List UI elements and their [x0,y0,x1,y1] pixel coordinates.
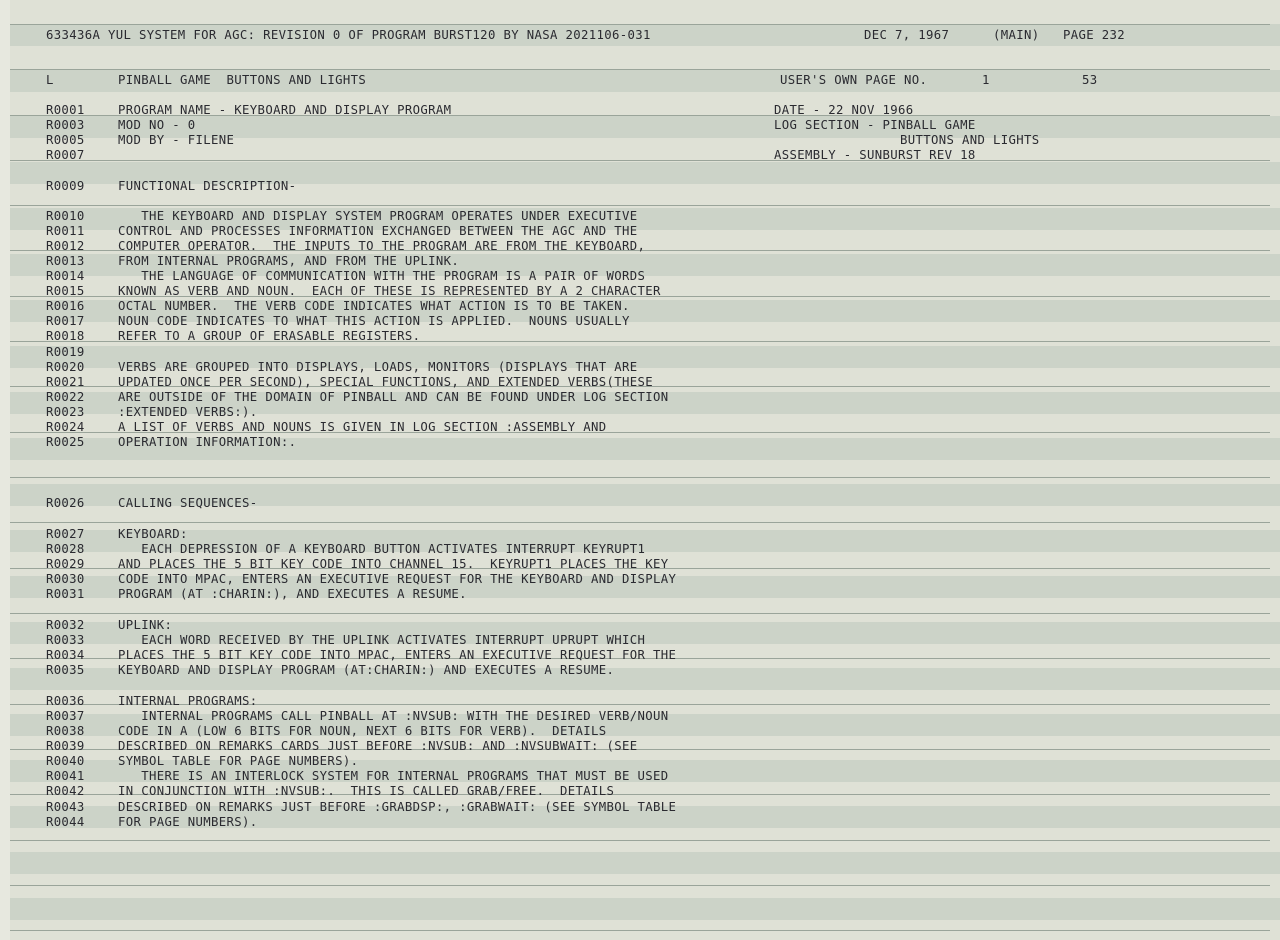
line-code: R0031 [46,587,85,601]
line-code: R0011 [46,224,85,238]
line-code: R0029 [46,557,85,571]
line-text: FROM INTERNAL PROGRAMS, AND FROM THE UPLINK. [118,254,460,268]
line-text: DESCRIBED ON REMARKS CARDS JUST BEFORE :NVSUB: AND :NVSUBWAIT: (SEE [118,739,638,753]
line-code: R0035 [46,663,85,677]
users-page-label: USER'S OWN PAGE NO. [780,73,928,87]
line-code: R0019 [46,345,85,359]
divider-rule [10,24,1270,25]
line-text: FOR PAGE NUMBERS). [118,815,258,829]
line-text: A LIST OF VERBS AND NOUNS IS GIVEN IN LOG SECTION :ASSEMBLY AND [118,420,607,434]
line-code: R0027 [46,527,85,541]
line-code: R0039 [46,739,85,753]
line-code: R0028 [46,542,85,556]
line-code: R0016 [46,299,85,313]
line-text: MOD BY - FILENE [118,133,235,147]
line-text: NOUN CODE INDICATES TO WHAT THIS ACTION IS APPLIED. NOUNS USUALLY [118,314,630,328]
line-text: CODE INTO MPAC, ENTERS AN EXECUTIVE REQUEST FOR THE KEYBOARD AND DISPLAY [118,572,677,586]
line-text: OPERATION INFORMATION:. [118,435,297,449]
divider-rule [10,930,1270,931]
divider-rule [10,613,1270,614]
line-text: OCTAL NUMBER. THE VERB CODE INDICATES WHAT ACTION IS TO BE TAKEN. [118,299,630,313]
listing-code-number: 53 [1082,73,1098,87]
divider-rule [10,885,1270,886]
line-text: THERE IS AN INTERLOCK SYSTEM FOR INTERNAL PROGRAMS THAT MUST BE USED [118,769,669,783]
line-code: R0023 [46,405,85,419]
line-code: R0043 [46,800,85,814]
divider-rule [10,522,1270,523]
line-text: EACH WORD RECEIVED BY THE UPLINK ACTIVATES INTERRUPT UPRUPT WHICH [118,633,646,647]
line-code: R0013 [46,254,85,268]
line-text: :EXTENDED VERBS:). [118,405,258,419]
line-text: THE KEYBOARD AND DISPLAY SYSTEM PROGRAM OPERATES UNDER EXECUTIVE [118,209,638,223]
line-code: R0036 [46,694,85,708]
line-text: IN CONJUNCTION WITH :NVSUB:. THIS IS CALLED GRAB/FREE. DETAILS [118,784,615,798]
line-code: R0005 [46,133,85,147]
header-page: PAGE 232 [1063,28,1126,42]
line-text: THE LANGUAGE OF COMMUNICATION WITH THE PROGRAM IS A PAIR OF WORDS [118,269,646,283]
line-text: INTERNAL PROGRAMS CALL PINBALL AT :NVSUB: WITH THE DESIRED VERB/NOUN [118,709,669,723]
line-text: KEYBOARD AND DISPLAY PROGRAM (AT:CHARIN:) AND EXECUTES A RESUME. [118,663,615,677]
header-date: DEC 7, 1967 [864,28,950,42]
line-text: PROGRAM NAME - KEYBOARD AND DISPLAY PROGRAM [118,103,452,117]
line-text: MOD NO - 0 [118,118,196,132]
line-text: KEYBOARD: [118,527,188,541]
divider-rule [10,69,1270,70]
divider-rule [10,205,1270,206]
doc-date: DATE - 22 NOV 1966 [774,103,914,117]
section-heading: CALLING SEQUENCES- [118,496,258,510]
line-code: R0044 [46,815,85,829]
line-text: EACH DEPRESSION OF A KEYBOARD BUTTON ACTIVATES INTERRUPT KEYRUPT1 [118,542,646,556]
line-text: UPLINK: [118,618,173,632]
header-section: (MAIN) [993,28,1040,42]
line-code: R0001 [46,103,85,117]
line-code: R0032 [46,618,85,632]
line-code: R0015 [46,284,85,298]
line-code: R0017 [46,314,85,328]
line-code: R0020 [46,360,85,374]
line-text: COMPUTER OPERATOR. THE INPUTS TO THE PROGRAM ARE FROM THE KEYBOARD, [118,239,646,253]
line-code: R0024 [46,420,85,434]
divider-rule [10,840,1270,841]
line-code: R0025 [46,435,85,449]
line-code: R0034 [46,648,85,662]
line-code: R0041 [46,769,85,783]
line-text: SYMBOL TABLE FOR PAGE NUMBERS). [118,754,359,768]
line-code: R0007 [46,148,85,162]
log-section: LOG SECTION - PINBALL GAME [774,118,976,132]
log-section-continued: BUTTONS AND LIGHTS [900,133,1040,147]
line-code: R0033 [46,633,85,647]
assembly-info: ASSEMBLY - SUNBURST REV 18 [774,148,976,162]
line-text: CODE IN A (LOW 6 BITS FOR NOUN, NEXT 6 BITS FOR VERB). DETAILS [118,724,607,738]
line-code: R0038 [46,724,85,738]
line-code: R0021 [46,375,85,389]
line-text: ARE OUTSIDE OF THE DOMAIN OF PINBALL AND CAN BE FOUND UNDER LOG SECTION [118,390,669,404]
line-code: R0009 [46,179,85,193]
line-text: DESCRIBED ON REMARKS JUST BEFORE :GRABDSP:, :GRABWAIT: (SEE SYMBOL TABLE [118,800,677,814]
section-heading: FUNCTIONAL DESCRIPTION- [118,179,297,193]
header-line: 633436A YUL SYSTEM FOR AGC: REVISION 0 OF PROGRAM BURST120 BY NASA 2021106-031 [46,28,651,42]
line-code: R0003 [46,118,85,132]
line-code: R0010 [46,209,85,223]
line-text: AND PLACES THE 5 BIT KEY CODE INTO CHANNEL 15. KEYRUPT1 PLACES THE KEY [118,557,669,571]
line-text: PROGRAM (AT :CHARIN:), AND EXECUTES A RESUME. [118,587,467,601]
line-code: R0042 [46,784,85,798]
line-code: R0018 [46,329,85,343]
line-code: R0030 [46,572,85,586]
line-text: CONTROL AND PROCESSES INFORMATION EXCHANGED BETWEEN THE AGC AND THE [118,224,638,238]
line-text: REFER TO A GROUP OF ERASABLE REGISTERS. [118,329,421,343]
line-text: UPDATED ONCE PER SECOND), SPECIAL FUNCTIONS, AND EXTENDED VERBS(THESE [118,375,653,389]
line-code: R0014 [46,269,85,283]
line-code: R0037 [46,709,85,723]
line-code: R0026 [46,496,85,510]
listing-marker: L [46,73,54,87]
divider-rule [10,160,1270,161]
listing-title: PINBALL GAME BUTTONS AND LIGHTS [118,73,367,87]
line-code: R0040 [46,754,85,768]
line-text: PLACES THE 5 BIT KEY CODE INTO MPAC, ENTERS AN EXECUTIVE REQUEST FOR THE [118,648,677,662]
line-code: R0012 [46,239,85,253]
line-text: VERBS ARE GROUPED INTO DISPLAYS, LOADS, MONITORS (DISPLAYS THAT ARE [118,360,638,374]
divider-rule [10,477,1270,478]
line-text: KNOWN AS VERB AND NOUN. EACH OF THESE IS REPRESENTED BY A 2 CHARACTER [118,284,661,298]
line-code: R0022 [46,390,85,404]
paper-margin [0,0,10,940]
line-text: INTERNAL PROGRAMS: [118,694,258,708]
users-page-number: 1 [982,73,990,87]
